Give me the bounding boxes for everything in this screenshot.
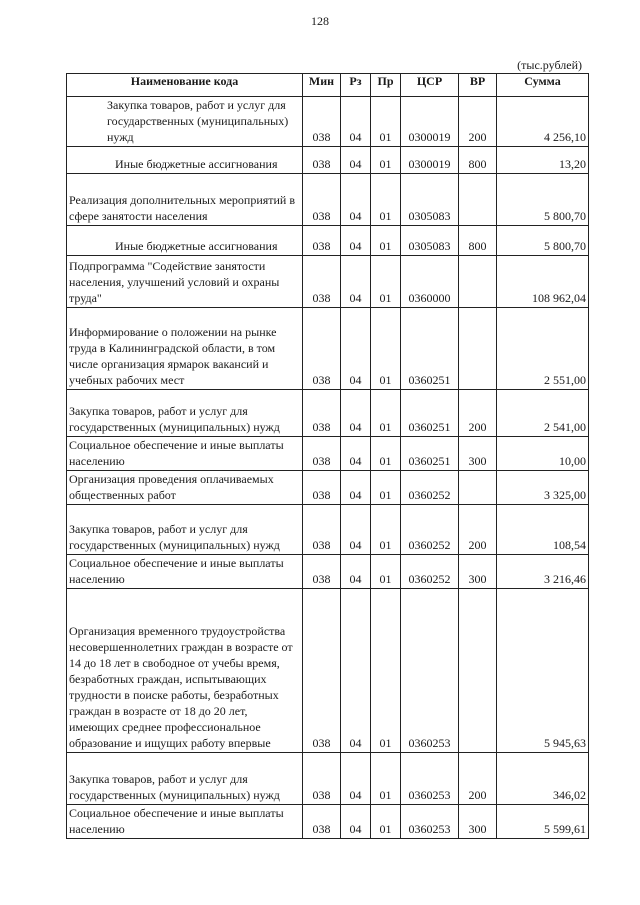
header-rz: Рз <box>341 74 371 97</box>
row-vr: 300 <box>459 437 497 471</box>
row-min: 038 <box>303 97 341 147</box>
row-name: Закупка товаров, работ и услуг для государственных (муниципальных) нужд <box>67 390 303 437</box>
row-rz: 04 <box>341 226 371 256</box>
row-min: 038 <box>303 555 341 589</box>
row-min: 038 <box>303 589 341 753</box>
row-pr: 01 <box>371 390 401 437</box>
row-name: Социальное обеспечение и иные выплаты населению <box>67 555 303 589</box>
table-row <box>67 308 589 390</box>
row-min: 038 <box>303 308 341 390</box>
row-csr: 0360253 <box>401 805 459 839</box>
row-min: 038 <box>303 226 341 256</box>
header-min: Мин <box>303 74 341 97</box>
table-row <box>67 471 589 505</box>
table-row <box>67 390 589 437</box>
row-csr: 0305083 <box>401 226 459 256</box>
row-pr: 01 <box>371 471 401 505</box>
row-csr: 0360252 <box>401 471 459 505</box>
table-row <box>67 147 589 174</box>
row-pr: 01 <box>371 753 401 805</box>
row-sum: 346,02 <box>497 753 589 805</box>
row-name: Организация проведения оплачиваемых общественных работ <box>67 471 303 505</box>
row-min: 038 <box>303 174 341 226</box>
table-header-row <box>67 74 589 97</box>
row-vr: 300 <box>459 805 497 839</box>
row-min: 038 <box>303 147 341 174</box>
row-rz: 04 <box>341 805 371 839</box>
row-pr: 01 <box>371 147 401 174</box>
row-sum: 5 945,63 <box>497 589 589 753</box>
row-vr: 200 <box>459 97 497 147</box>
row-vr: 800 <box>459 226 497 256</box>
row-pr: 01 <box>371 308 401 390</box>
row-csr: 0360000 <box>401 256 459 308</box>
row-sum: 13,20 <box>497 147 589 174</box>
row-csr: 0360251 <box>401 308 459 390</box>
row-rz: 04 <box>341 589 371 753</box>
row-pr: 01 <box>371 505 401 555</box>
table-row <box>67 97 589 147</box>
row-sum: 108 962,04 <box>497 256 589 308</box>
row-rz: 04 <box>341 555 371 589</box>
row-sum: 2 551,00 <box>497 308 589 390</box>
row-rz: 04 <box>341 505 371 555</box>
row-min: 038 <box>303 390 341 437</box>
row-name: Закупка товаров, работ и услуг для государственных (муниципальных) нужд <box>67 753 303 805</box>
table-row <box>67 805 589 839</box>
row-min: 038 <box>303 505 341 555</box>
row-rz: 04 <box>341 390 371 437</box>
row-name: Организация временного трудоустройства несовершеннолетних граждан в возрасте от 14 до 18 лет в свободное от учебы время, безработных граждан, испытывающих трудности в поиске работы, безработных граждан в возрасте от 18 до 20 лет, имеющих среднее профессиональное образование и ищущих работу впервые <box>67 589 303 753</box>
row-csr: 0300019 <box>401 97 459 147</box>
row-min: 038 <box>303 437 341 471</box>
row-rz: 04 <box>341 174 371 226</box>
row-name: Закупка товаров, работ и услуг для государственных (муниципальных) нужд <box>67 505 303 555</box>
row-sum: 108,54 <box>497 505 589 555</box>
header-pr: Пр <box>371 74 401 97</box>
row-sum: 5 599,61 <box>497 805 589 839</box>
row-pr: 01 <box>371 555 401 589</box>
row-pr: 01 <box>371 805 401 839</box>
row-vr: 200 <box>459 753 497 805</box>
row-csr: 0305083 <box>401 174 459 226</box>
header-csr: ЦСР <box>401 74 459 97</box>
row-pr: 01 <box>371 174 401 226</box>
table-row <box>67 226 589 256</box>
row-vr <box>459 471 497 505</box>
row-vr: 200 <box>459 505 497 555</box>
row-vr: 300 <box>459 555 497 589</box>
table-row <box>67 555 589 589</box>
row-pr: 01 <box>371 589 401 753</box>
row-rz: 04 <box>341 437 371 471</box>
row-min: 038 <box>303 805 341 839</box>
row-sum: 4 256,10 <box>497 97 589 147</box>
row-vr: 800 <box>459 147 497 174</box>
row-sum: 3 216,46 <box>497 555 589 589</box>
row-csr: 0360251 <box>401 390 459 437</box>
row-sum: 5 800,70 <box>497 226 589 256</box>
row-sum: 10,00 <box>497 437 589 471</box>
row-name: Иные бюджетные ассигнования <box>67 226 303 256</box>
unit-note: (тыс.рублей) <box>517 58 582 72</box>
row-csr: 0360251 <box>401 437 459 471</box>
row-name: Реализация дополнительных мероприятий в сфере занятости населения <box>67 174 303 226</box>
row-rz: 04 <box>341 471 371 505</box>
row-sum: 5 800,70 <box>497 174 589 226</box>
row-vr <box>459 174 497 226</box>
row-name: Иные бюджетные ассигнования <box>67 147 303 174</box>
row-vr <box>459 256 497 308</box>
table-row <box>67 505 589 555</box>
row-pr: 01 <box>371 437 401 471</box>
header-sum: Сумма <box>497 74 589 97</box>
row-rz: 04 <box>341 256 371 308</box>
row-csr: 0360253 <box>401 589 459 753</box>
row-pr: 01 <box>371 226 401 256</box>
row-name: Информирование о положении на рынке труда в Калининградской области, в том числе организация ярмарок вакансий и учебных рабочих мест <box>67 308 303 390</box>
row-csr: 0360253 <box>401 753 459 805</box>
row-sum: 2 541,00 <box>497 390 589 437</box>
row-rz: 04 <box>341 97 371 147</box>
row-name: Социальное обеспечение и иные выплаты населению <box>67 437 303 471</box>
row-pr: 01 <box>371 256 401 308</box>
header-name: Наименование кода <box>67 74 303 97</box>
row-csr: 0360252 <box>401 555 459 589</box>
row-csr: 0300019 <box>401 147 459 174</box>
row-min: 038 <box>303 753 341 805</box>
table-row <box>67 589 589 753</box>
row-sum: 3 325,00 <box>497 471 589 505</box>
row-pr: 01 <box>371 97 401 147</box>
row-rz: 04 <box>341 753 371 805</box>
row-name: Социальное обеспечение и иные выплаты населению <box>67 805 303 839</box>
row-csr: 0360252 <box>401 505 459 555</box>
row-min: 038 <box>303 256 341 308</box>
table-row <box>67 437 589 471</box>
table-row <box>67 256 589 308</box>
row-vr: 200 <box>459 390 497 437</box>
budget-table <box>66 73 589 839</box>
table-row <box>67 753 589 805</box>
row-vr <box>459 308 497 390</box>
row-vr <box>459 589 497 753</box>
page-number: 128 <box>311 14 329 28</box>
row-name: Закупка товаров, работ и услуг для государственных (муниципальных) нужд <box>67 97 303 147</box>
row-min: 038 <box>303 471 341 505</box>
header-vr: ВР <box>459 74 497 97</box>
table-row <box>67 174 589 226</box>
row-rz: 04 <box>341 147 371 174</box>
row-rz: 04 <box>341 308 371 390</box>
row-name: Подпрограмма "Содействие занятости населения, улучшений условий и охраны труда" <box>67 256 303 308</box>
